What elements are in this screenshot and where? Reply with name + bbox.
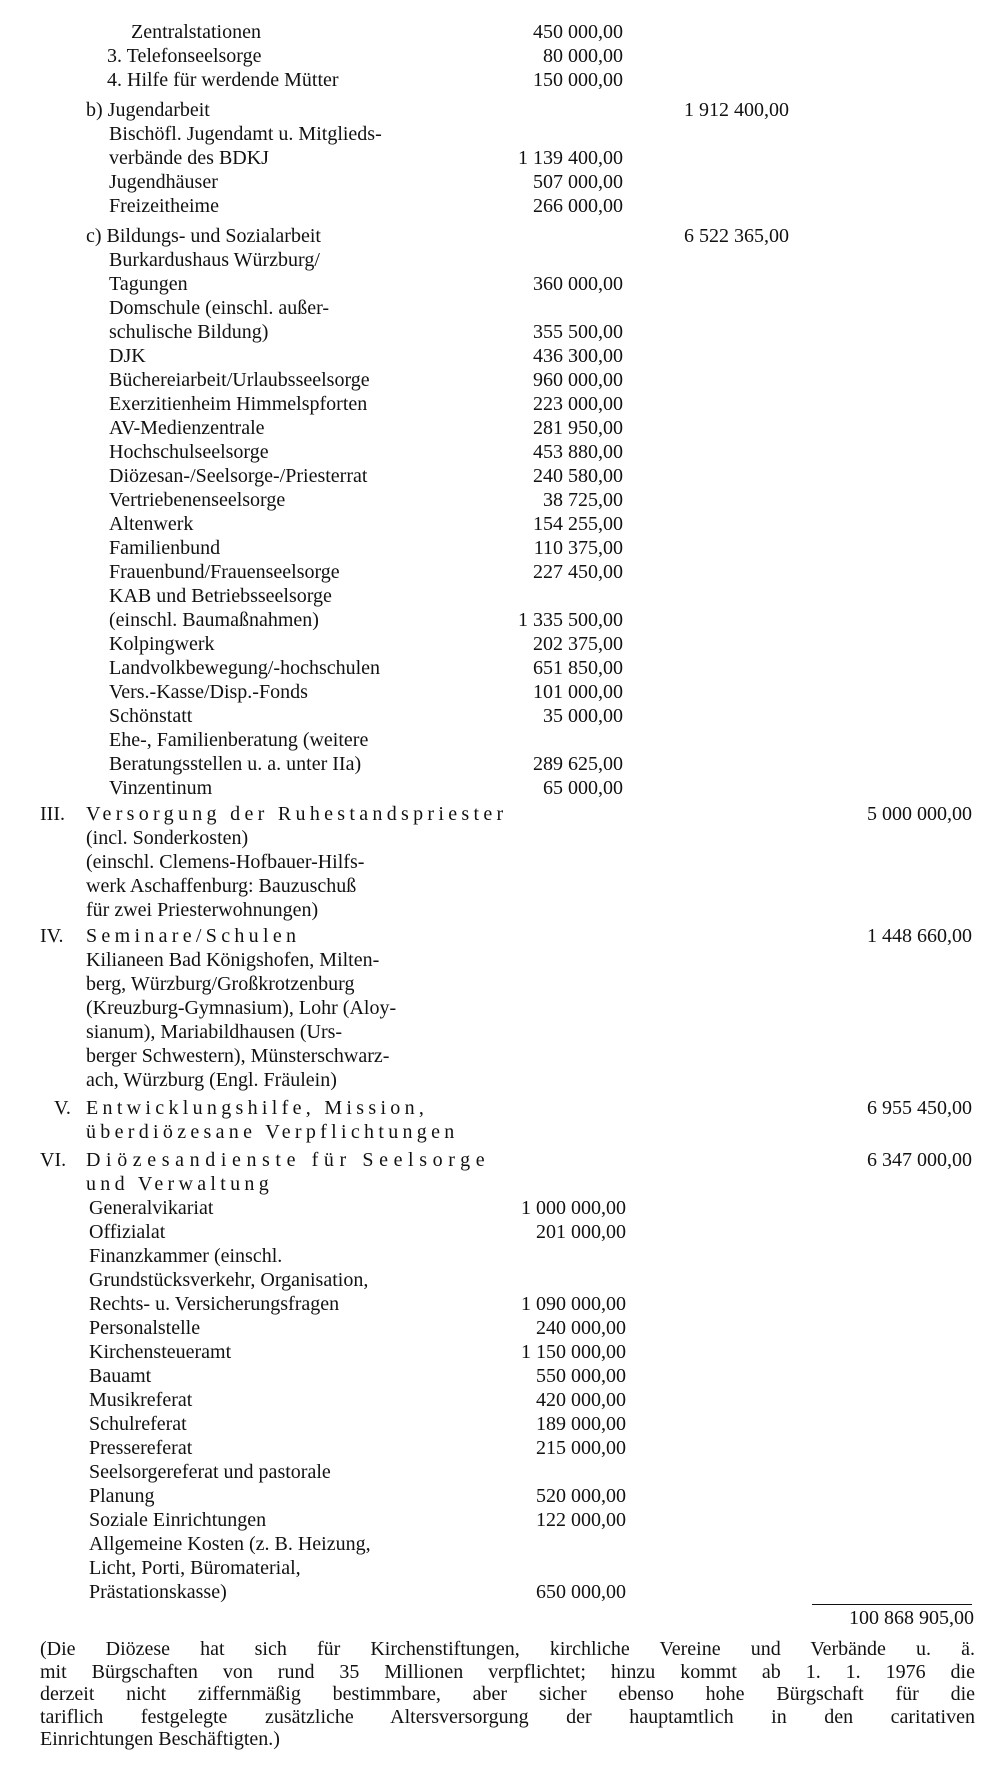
budget-section-heading xyxy=(0,1096,1000,1120)
row-label: Kolpingwerk xyxy=(109,633,215,655)
budget-row xyxy=(0,1412,1000,1436)
budget-row xyxy=(0,1068,1000,1092)
budget-row xyxy=(0,320,1000,344)
row-label: Freizeitheime xyxy=(109,195,219,217)
budget-row xyxy=(0,98,1000,122)
budget-row xyxy=(0,1244,1000,1268)
budget-row xyxy=(0,146,1000,170)
budget-section-heading xyxy=(0,924,1000,948)
budget-row xyxy=(0,170,1000,194)
row-label: Kilianeen Bad Königshofen, Milten- xyxy=(86,949,380,971)
amount-column-3: 1 448 660,00 xyxy=(867,925,972,947)
budget-row xyxy=(0,704,1000,728)
budget-row xyxy=(0,1020,1000,1044)
amount-column-1: 360 000,00 xyxy=(533,273,623,295)
section-number: VI. xyxy=(40,1149,67,1171)
budget-row xyxy=(0,1120,1000,1144)
row-label: verbände des BDKJ xyxy=(109,147,269,169)
budget-row xyxy=(0,560,1000,584)
row-label: (Kreuzburg-Gymnasium), Lohr (Aloy- xyxy=(86,997,397,1019)
row-label: schulische Bildung) xyxy=(109,321,269,343)
budget-row xyxy=(0,488,1000,512)
section-title-continued: und Verwaltung xyxy=(86,1173,274,1195)
row-label: Bauamt xyxy=(89,1365,152,1387)
row-label: ach, Würzburg (Engl. Fräulein) xyxy=(86,1069,337,1091)
row-label: (incl. Sonderkosten) xyxy=(86,827,249,849)
amount-column-1: 1 000 000,00 xyxy=(521,1197,626,1219)
row-label: Frauenbund/Frauenseelsorge xyxy=(109,561,340,583)
row-label: Vertriebenenseelsorge xyxy=(109,489,286,511)
budget-row xyxy=(0,512,1000,536)
row-label: AV-Medienzentrale xyxy=(109,417,265,439)
budget-section-heading xyxy=(0,1148,1000,1172)
amount-column-1: 240 000,00 xyxy=(536,1317,626,1339)
grand-total: 100 868 905,00 xyxy=(849,1607,974,1629)
row-label: Diözesan-/Seelsorge-/Priesterrat xyxy=(109,465,368,487)
row-label: berg, Würzburg/Großkrotzenburg xyxy=(86,973,355,995)
row-label: 4. Hilfe für werdende Mütter xyxy=(107,69,339,91)
amount-column-1: 520 000,00 xyxy=(536,1485,626,1507)
row-label: Pressereferat xyxy=(89,1437,193,1459)
section-title: Diözesandienste für Seelsorge xyxy=(86,1149,491,1171)
amount-column-1: 453 880,00 xyxy=(533,441,623,463)
row-label: Hochschulseelsorge xyxy=(109,441,269,463)
footnote-line: (Die Diözese hat sich für Kirchenstiftungen, kirchliche Vereine und Verbände u. ä. xyxy=(40,1638,975,1660)
amount-column-3: 6 955 450,00 xyxy=(867,1097,972,1119)
amount-column-1: 450 000,00 xyxy=(533,21,623,43)
budget-row xyxy=(0,632,1000,656)
budget-row xyxy=(0,1364,1000,1388)
amount-column-1: 1 090 000,00 xyxy=(521,1293,626,1315)
footnote-line: tariflich festgelegte zusätzliche Altersversorgung der hauptamtlich in den caritativen xyxy=(40,1705,975,1728)
row-label: Musikreferat xyxy=(89,1389,193,1411)
budget-row xyxy=(0,1532,1000,1556)
budget-row xyxy=(0,1220,1000,1244)
budget-row xyxy=(0,728,1000,752)
budget-row xyxy=(0,1556,1000,1580)
section-number: IV. xyxy=(40,925,64,947)
footnote-line: derzeit nicht ziffernmäßig bestimmbare, aber sicher ebenso hohe Bürgschaft für die xyxy=(40,1683,975,1706)
budget-row xyxy=(0,874,1000,898)
budget-row xyxy=(0,584,1000,608)
row-label: Landvolkbewegung/-hochschulen xyxy=(109,657,381,679)
amount-column-1: 650 000,00 xyxy=(536,1581,626,1603)
amount-column-1: 1 335 500,00 xyxy=(518,609,623,631)
budget-row xyxy=(0,536,1000,560)
section-title: Versorgung der Ruhestandspriester xyxy=(86,803,508,825)
row-label: Grundstücksverkehr, Organisation, xyxy=(89,1269,369,1291)
footnote-line: Einrichtungen Beschäftigten.) xyxy=(40,1728,280,1751)
row-label: Domschule (einschl. außer- xyxy=(109,297,330,319)
budget-row xyxy=(0,680,1000,704)
row-label: (einschl. Baumaßnahmen) xyxy=(109,609,319,631)
row-label: berger Schwestern), Münsterschwarz- xyxy=(86,1045,390,1067)
budget-row xyxy=(0,948,1000,972)
row-label: Schulreferat xyxy=(89,1413,187,1435)
budget-row xyxy=(0,416,1000,440)
row-label: Vers.-Kasse/Disp.-Fonds xyxy=(109,681,308,703)
budget-row xyxy=(0,608,1000,632)
budget-row xyxy=(0,392,1000,416)
section-title-continued: überdiözesane Verpflichtungen xyxy=(86,1121,459,1143)
amount-column-1: 101 000,00 xyxy=(533,681,623,703)
row-label: DJK xyxy=(109,345,146,367)
budget-row xyxy=(0,344,1000,368)
amount-column-1: 80 000,00 xyxy=(543,45,623,67)
row-label: Offizialat xyxy=(89,1221,166,1243)
amount-column-1: 651 850,00 xyxy=(533,657,623,679)
amount-column-1: 150 000,00 xyxy=(533,69,623,91)
section-title: Entwicklungshilfe, Mission, xyxy=(86,1097,429,1119)
budget-row xyxy=(0,1044,1000,1068)
row-label: Zentralstationen xyxy=(131,21,261,43)
budget-row xyxy=(0,1196,1000,1220)
budget-row xyxy=(0,20,1000,44)
amount-column-1: 960 000,00 xyxy=(533,369,623,391)
row-label: Allgemeine Kosten (z. B. Heizung, xyxy=(89,1533,371,1555)
row-label: Planung xyxy=(89,1485,155,1507)
amount-column-1: 1 150 000,00 xyxy=(521,1341,626,1363)
amount-column-1: 110 375,00 xyxy=(533,537,623,559)
total-row xyxy=(0,1606,1000,1630)
amount-column-1: 420 000,00 xyxy=(536,1389,626,1411)
budget-row xyxy=(0,752,1000,776)
budget-row xyxy=(0,440,1000,464)
row-label: (einschl. Clemens-Hofbauer-Hilfs- xyxy=(86,851,365,873)
amount-column-1: 289 625,00 xyxy=(533,753,623,775)
row-label: c) Bildungs- und Sozialarbeit xyxy=(86,225,321,247)
row-label: Bischöfl. Jugendamt u. Mitglieds- xyxy=(109,123,382,145)
amount-column-1: 154 255,00 xyxy=(533,513,623,535)
row-label: Generalvikariat xyxy=(89,1197,214,1219)
budget-row xyxy=(0,224,1000,248)
row-label: für zwei Priesterwohnungen) xyxy=(86,899,319,921)
budget-row xyxy=(0,1484,1000,1508)
budget-row xyxy=(0,996,1000,1020)
section-number: V. xyxy=(54,1097,71,1119)
row-label: Finanzkammer (einschl. xyxy=(89,1245,283,1267)
section-title: Seminare/Schulen xyxy=(86,925,301,947)
budget-row xyxy=(0,1436,1000,1460)
budget-row xyxy=(0,898,1000,922)
budget-row xyxy=(0,1292,1000,1316)
budget-row xyxy=(0,368,1000,392)
row-label: Licht, Porti, Büromaterial, xyxy=(89,1557,301,1579)
budget-row xyxy=(0,1340,1000,1364)
budget-row xyxy=(0,776,1000,800)
row-label: Prästationskasse) xyxy=(89,1581,227,1603)
amount-column-2: 1 912 400,00 xyxy=(684,99,789,121)
budget-row xyxy=(0,1388,1000,1412)
budget-row xyxy=(0,122,1000,146)
amount-column-1: 550 000,00 xyxy=(536,1365,626,1387)
amount-column-3: 5 000 000,00 xyxy=(867,803,972,825)
budget-row xyxy=(0,850,1000,874)
row-label: Büchereiarbeit/Urlaubsseelsorge xyxy=(109,369,370,391)
row-label: Vinzentinum xyxy=(109,777,213,799)
amount-column-1: 215 000,00 xyxy=(536,1437,626,1459)
footnote-paragraph xyxy=(40,1638,975,1751)
budget-row xyxy=(0,1508,1000,1532)
amount-column-1: 35 000,00 xyxy=(543,705,623,727)
amount-column-1: 266 000,00 xyxy=(533,195,623,217)
amount-column-1: 1 139 400,00 xyxy=(518,147,623,169)
amount-column-1: 122 000,00 xyxy=(536,1509,626,1531)
amount-column-1: 189 000,00 xyxy=(536,1413,626,1435)
amount-column-1: 202 375,00 xyxy=(533,633,623,655)
row-label: Exerzitienheim Himmelspforten xyxy=(109,393,368,415)
row-label: Burkardushaus Würzburg/ xyxy=(109,249,320,271)
row-label: Tagungen xyxy=(109,273,188,295)
budget-row xyxy=(0,656,1000,680)
budget-row xyxy=(0,248,1000,272)
budget-row xyxy=(0,296,1000,320)
row-label: Altenwerk xyxy=(109,513,194,535)
total-rule xyxy=(812,1604,972,1605)
amount-column-2: 6 522 365,00 xyxy=(684,225,789,247)
budget-row xyxy=(0,464,1000,488)
amount-column-1: 65 000,00 xyxy=(543,777,623,799)
row-label: werk Aschaffenburg: Bauzuschuß xyxy=(86,875,357,897)
row-label: Rechts- u. Versicherungsfragen xyxy=(89,1293,340,1315)
row-label: Schönstatt xyxy=(109,705,193,727)
row-label: Beratungsstellen u. a. unter IIa) xyxy=(109,753,362,775)
amount-column-1: 201 000,00 xyxy=(536,1221,626,1243)
budget-row xyxy=(0,272,1000,296)
budget-section-heading xyxy=(0,802,1000,826)
budget-row xyxy=(0,44,1000,68)
row-label: KAB und Betriebsseelsorge xyxy=(109,585,332,607)
row-label: b) Jugendarbeit xyxy=(86,99,210,121)
footnote-line: mit Bürgschaften von rund 35 Millionen verpflichtet; hinzu kommt ab 1. 1. 1976 die xyxy=(40,1660,975,1683)
amount-column-1: 38 725,00 xyxy=(543,489,623,511)
row-label: Kirchensteueramt xyxy=(89,1341,232,1363)
amount-column-1: 227 450,00 xyxy=(533,561,623,583)
row-label: Ehe-, Familienberatung (weitere xyxy=(109,729,369,751)
amount-column-1: 355 500,00 xyxy=(533,321,623,343)
budget-row xyxy=(0,972,1000,996)
amount-column-1: 240 580,00 xyxy=(533,465,623,487)
amount-column-3: 6 347 000,00 xyxy=(867,1149,972,1171)
budget-row xyxy=(0,1172,1000,1196)
budget-row xyxy=(0,1268,1000,1292)
row-label: Familienbund xyxy=(109,537,221,559)
section-number: III. xyxy=(40,803,65,825)
row-label: Personalstelle xyxy=(89,1317,201,1339)
row-label: 3. Telefonseelsorge xyxy=(107,45,262,67)
amount-column-1: 507 000,00 xyxy=(533,171,623,193)
row-label: Soziale Einrichtungen xyxy=(89,1509,267,1531)
row-label: sianum), Mariabildhausen (Urs- xyxy=(86,1021,343,1043)
budget-row xyxy=(0,1580,1000,1604)
budget-row xyxy=(0,826,1000,850)
budget-row xyxy=(0,1460,1000,1484)
budget-row xyxy=(0,68,1000,92)
budget-row xyxy=(0,1316,1000,1340)
budget-row xyxy=(0,194,1000,218)
row-label: Seelsorgereferat und pastorale xyxy=(89,1461,331,1483)
row-label: Jugendhäuser xyxy=(109,171,218,193)
amount-column-1: 436 300,00 xyxy=(533,345,623,367)
amount-column-1: 223 000,00 xyxy=(533,393,623,415)
amount-column-1: 281 950,00 xyxy=(533,417,623,439)
